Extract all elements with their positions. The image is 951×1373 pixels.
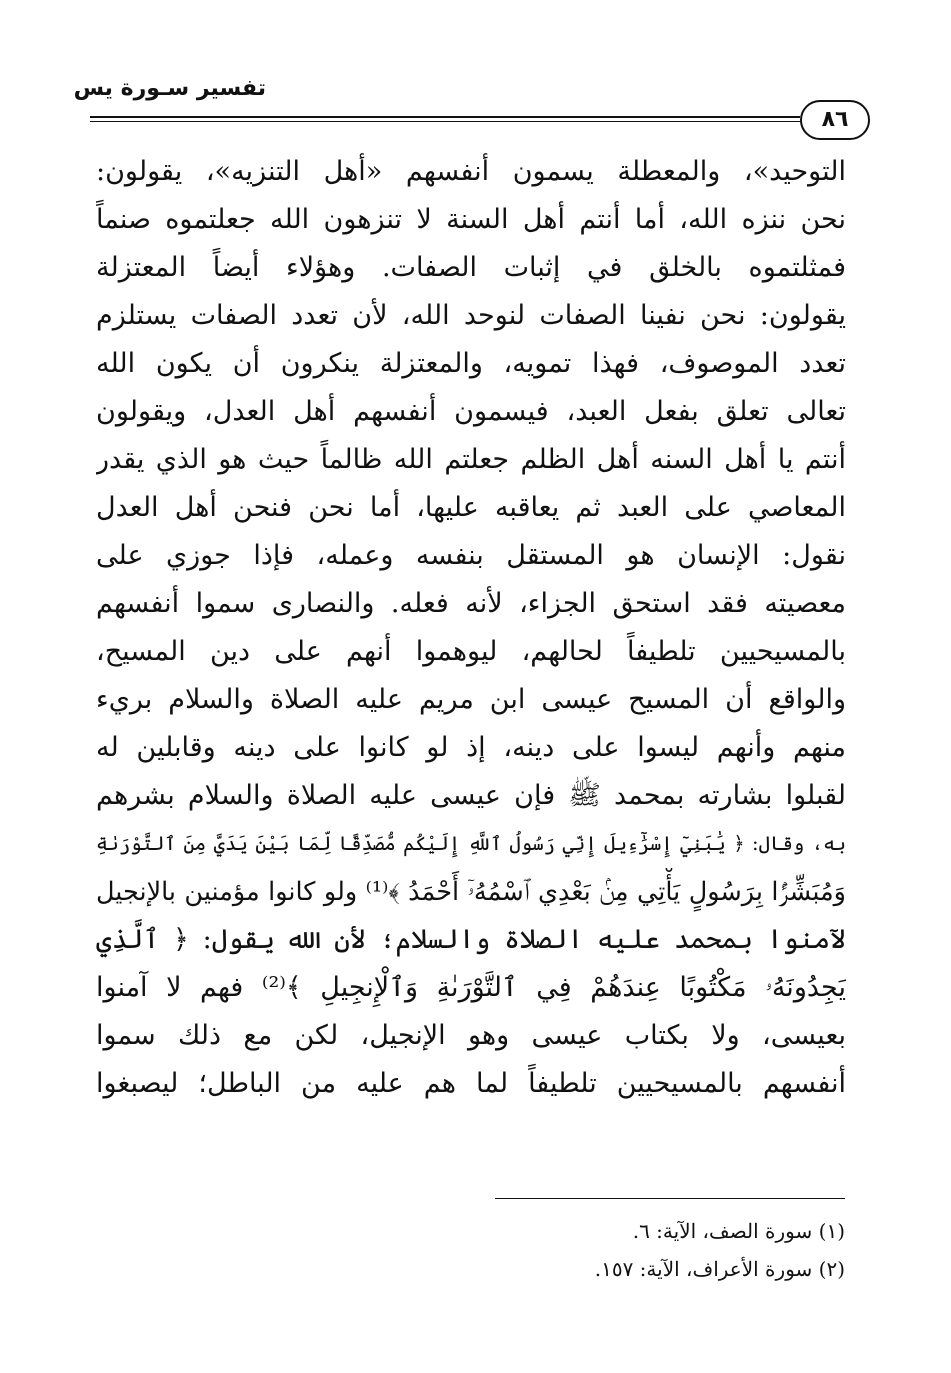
- text-line: نحن ننزه الله، أما أنتم أهل السنة لا تنزهون الله جعلتموه صنماً: [96, 204, 846, 235]
- footnote-1: (١) سورة الصف، الآية: ٦.: [632, 1219, 845, 1243]
- text-line: لقبلوا بشارته بمحمد ﷺ فإن عيسى عليه الصلاة والسلام بشرهم: [96, 780, 846, 811]
- page-number-badge: ٨٦: [800, 100, 870, 140]
- quran-verse-line: وَمُبَشِّرًۢا بِرَسُولٍ يَأْتِي مِنۢ بَعْدِي ٱسْمُهُۥٓ أَحْمَدُ ﴾⁽¹⁾ ولو كانوا مؤمنين بالإنجيل: [96, 877, 846, 907]
- text-line: بالمسيحيين تلطيفاً لحالهم، ليوهموا أنهم على دين المسيح،: [96, 636, 846, 667]
- running-header-title: تفسير سـورة يس: [73, 76, 266, 101]
- footnotes: [300, 1212, 845, 1288]
- header-rule-thin: [90, 121, 800, 122]
- text-line: فمثلتموه بالخلق في إثبات الصفات. وهؤلاء أيضاً المعتزلة: [96, 252, 846, 283]
- text-line: أنفسهم بالمسيحيين تلطيفاً لما هم عليه من الباطل؛ ليصبغوا: [96, 1068, 846, 1099]
- text-line: تعدد الموصوف، فهذا تمويه، والمعتزلة ينكرون أن يكون الله: [96, 348, 846, 379]
- header-rule-thick: [90, 116, 800, 118]
- text-line: المعاصي على العبد ثم يعاقبه عليها، أما نحن فنحن أهل العدل: [96, 492, 846, 523]
- text-line: نقول: الإنسان هو المستقل بنفسه وعمله، فإذا جوزي على: [96, 540, 846, 571]
- quran-verse-line: يَجِدُونَهُۥ مَكْتُوبًا عِندَهُمْ فِي ٱلتَّوْرَىٰةِ وَٱلْإِنجِيلِ ﴾⁽²⁾ فهم لا آمنوا: [96, 972, 846, 1003]
- text-line: منهم وأنهم ليسوا على دينه، إذ لو كانوا على دينه وقابلين له: [96, 732, 846, 763]
- text-line: التوحيد»، والمعطلة يسمون أنفسهم «أهل التنزيه»، يقولون:: [96, 156, 846, 187]
- body-text: [96, 148, 846, 1158]
- footnote-2: (٢) سورة الأعراف، الآية: ١٥٧.: [594, 1257, 845, 1281]
- text-line: يقولون: نحن نفينا الصفات لنوحد الله، لأن تعدد الصفات يستلزم: [96, 300, 846, 331]
- footnote-separator: [495, 1198, 845, 1199]
- text-line: لآمنوا بمحمد عليه الصلاة والسلام؛ لأن الله يقول: ﴿ ٱلَّذِي: [96, 924, 846, 955]
- text-line: أنتم يا أهل السنه أهل الظلم جعلتم الله ظالماً حيث هو الذي يقدر: [96, 444, 846, 475]
- text-line: معصيته فقد استحق الجزاء، لأنه فعله. والنصارى سموا أنفسهم: [96, 588, 846, 619]
- text-line: والواقع أن المسيح عيسى ابن مريم عليه الصلاة والسلام بريء: [96, 684, 846, 715]
- text-line: بعيسى، ولا بكتاب عيسى وهو الإنجيل، لكن مع ذلك سموا: [96, 1020, 846, 1051]
- quran-verse-line: به، وقال: ﴿ يَٰبَنِيٓ إِسْرَٰٓءِيلَ إِنِّي رَسُولُ ٱللَّهِ إِلَيْكُم مُّصَدِّقًا لِّمَا بَيْنَ يَدَيَّ مِنَ ٱلتَّوْرَىٰةِ: [96, 832, 846, 855]
- text-line: تعالى تعلق بفعل العبد، فيسمون أنفسهم أهل العدل، ويقولون: [96, 396, 846, 427]
